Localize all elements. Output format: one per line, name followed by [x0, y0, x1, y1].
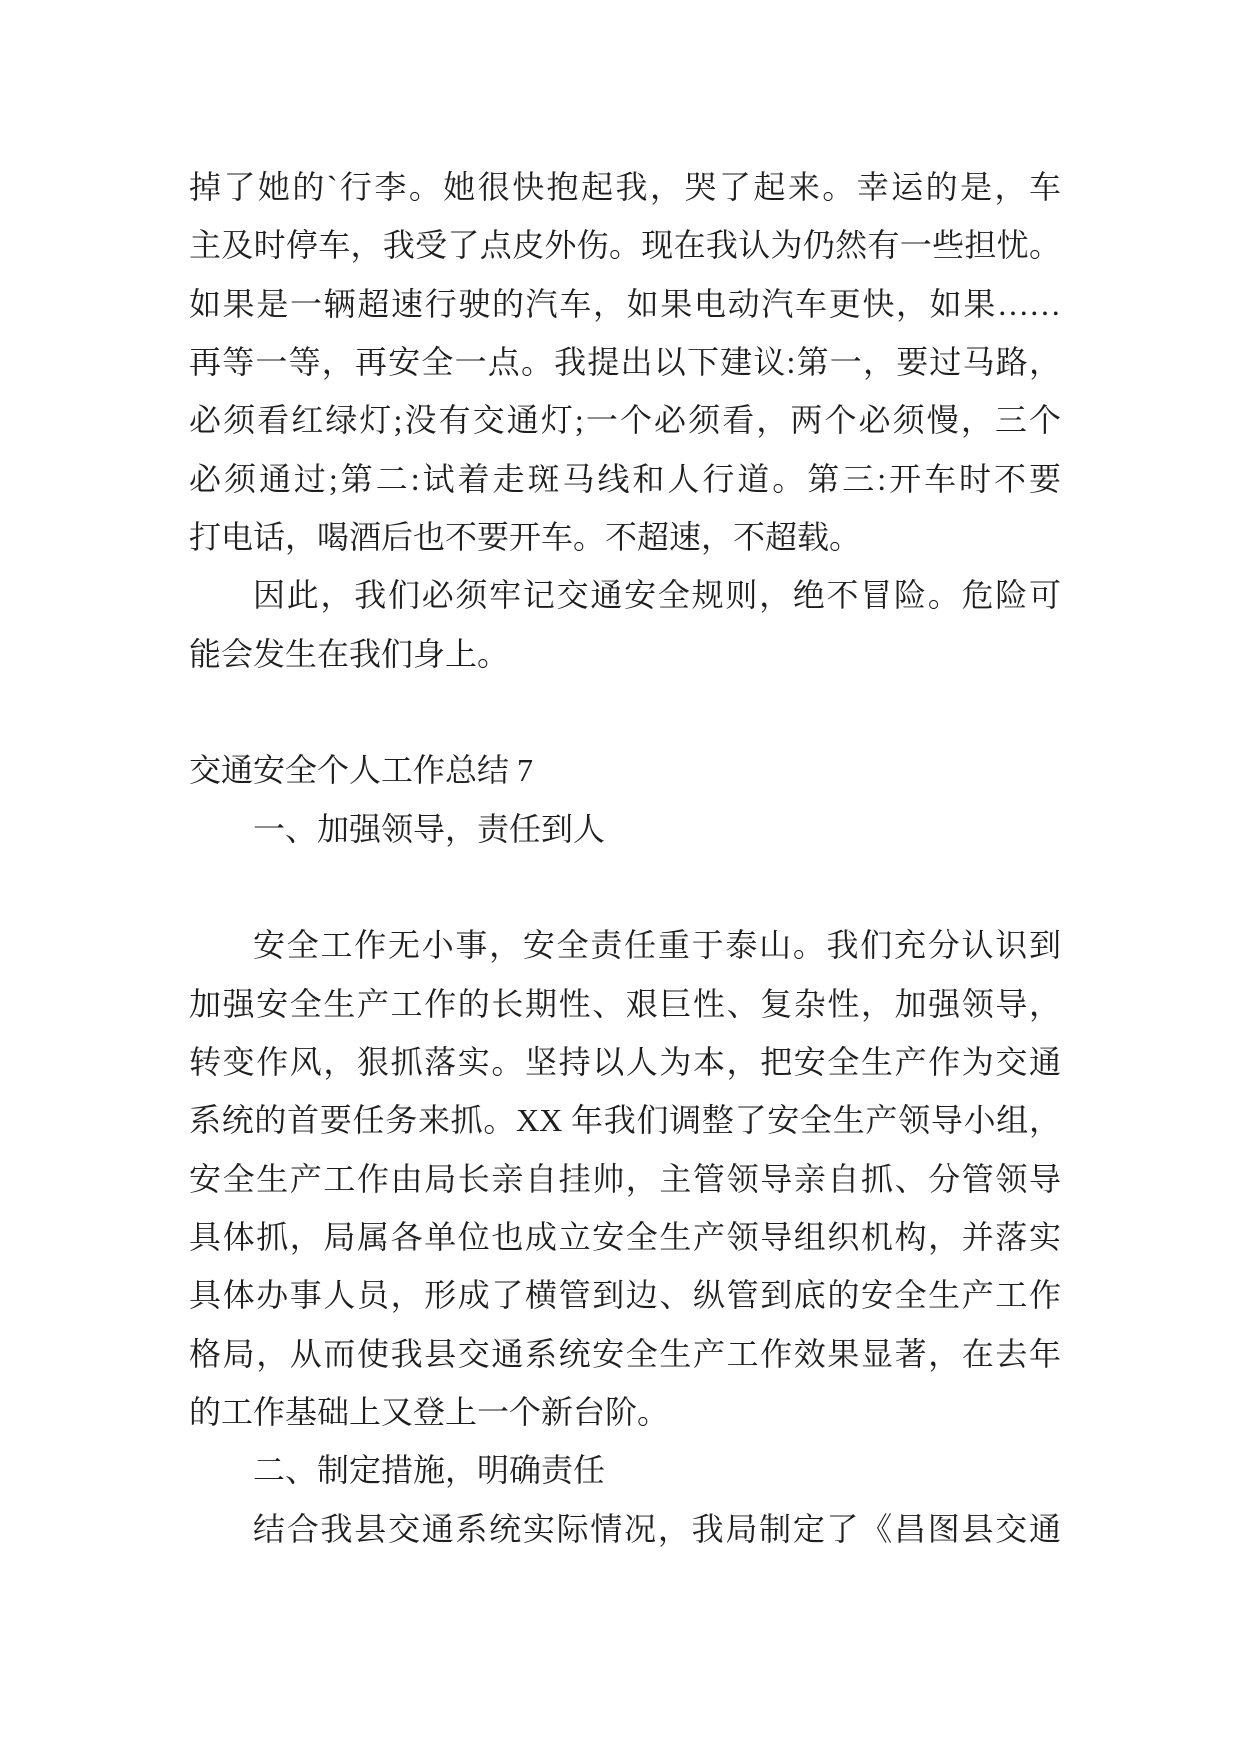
paragraph-line: 掉了她的`行李。她很快抱起我，哭了起来。幸运的是，车: [189, 169, 1061, 205]
paragraph-line: 如果是一辆超速行驶的汽车，如果电动汽车更快，如果……: [189, 285, 1061, 322]
paragraph-line: 因此，我们必须牢记交通安全规则，绝不冒险。危险可: [253, 577, 1061, 614]
paragraph-line: 的工作基础上又登上一个新台阶。: [189, 1393, 670, 1430]
paragraph-measures: [189, 1500, 1061, 1558]
paragraph-line: 系统的首要任务来抓。XX 年我们调整了安全生产领导小组，: [189, 1102, 1061, 1139]
section-title: 交通安全个人工作总结 7: [189, 752, 534, 789]
paragraph-line: 必须看红绿灯;没有交通灯;一个必须看，两个必须慢，三个: [189, 402, 1061, 439]
blank-line: [189, 858, 1061, 916]
heading-1: 一、加强领导，责任到人: [253, 810, 606, 847]
blank-line: [189, 683, 1061, 741]
paragraph-line: 必须通过;第二:试着走斑马线和人行道。第三:开车时不要: [189, 460, 1061, 497]
paragraph-line: 具体抓，局属各单位也成立安全生产领导组织机构，并落实: [189, 1218, 1061, 1255]
paragraph-line: 转变作风，狠抓落实。坚持以人为本，把安全生产作为交通: [189, 1043, 1061, 1080]
paragraph-line: 具体办事人员，形成了横管到边、纵管到底的安全生产工作: [189, 1277, 1061, 1314]
paragraph-conclusion: [189, 566, 1061, 683]
paragraph-leadership: [189, 916, 1061, 1441]
heading-2: 二、制定措施，明确责任: [253, 1452, 606, 1489]
paragraph-line: 结合我县交通系统实际情况，我局制定了《昌图县交通: [253, 1510, 1061, 1547]
paragraph-line: 安全生产工作由局长亲自挂帅，主管领导亲自抓、分管领导: [189, 1160, 1061, 1197]
paragraph-line: 安全工作无小事，安全责任重于泰山。我们充分认识到: [253, 927, 1061, 964]
paragraph-line: 再等一等，再安全一点。我提出以下建议:第一，要过马路，: [189, 343, 1061, 380]
paragraph-line: 打电话，喝酒后也不要开车。不超速，不超载。: [189, 518, 862, 555]
paragraph-line: 主及时停车，我受了点皮外伤。现在我认为仍然有一些担忧。: [189, 227, 1061, 264]
paragraph-line: 能会发生在我们身上。: [189, 635, 510, 672]
paragraph-traffic-incident: [189, 158, 1061, 566]
paragraph-line: 格局，从而使我县交通系统安全生产工作效果显著，在去年: [189, 1335, 1061, 1372]
paragraph-line: 加强安全生产工作的长期性、艰巨性、复杂性，加强领导，: [189, 985, 1061, 1022]
document-body: [189, 158, 1061, 1558]
